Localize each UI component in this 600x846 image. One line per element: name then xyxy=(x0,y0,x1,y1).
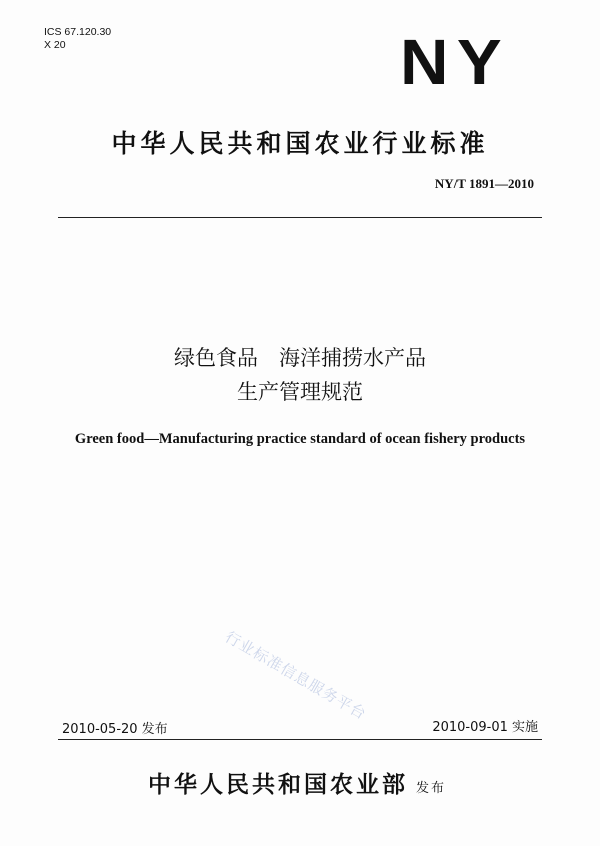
watermark: 行业标准信息服务平台 xyxy=(222,627,370,724)
publisher-name: 中华人民共和国农业部 xyxy=(148,772,408,798)
header-divider xyxy=(58,217,542,218)
publisher xyxy=(148,766,446,799)
ny-logo: NY xyxy=(400,26,511,98)
classification-codes xyxy=(44,26,111,52)
ics-code: ICS 67.120.30 xyxy=(44,26,112,38)
issue-date: 2010-05-20 发布 xyxy=(62,722,168,737)
org-title: 中华人民共和国农业行业标准 xyxy=(111,129,489,158)
footer-divider xyxy=(58,739,542,740)
title-cn-line2: 生产管理规范 xyxy=(237,380,363,404)
publisher-action: 发布 xyxy=(416,781,447,796)
title-en: Green food—Manufacturing practice standard of ocean fishery products xyxy=(74,431,526,447)
standard-number: NY/T 1891—2010 xyxy=(434,176,534,191)
implement-date: 2010-09-01 实施 xyxy=(432,720,538,735)
title-cn-line1: 绿色食品 海洋捕捞水产品 xyxy=(174,346,426,370)
class-code: X 20 xyxy=(44,39,66,51)
